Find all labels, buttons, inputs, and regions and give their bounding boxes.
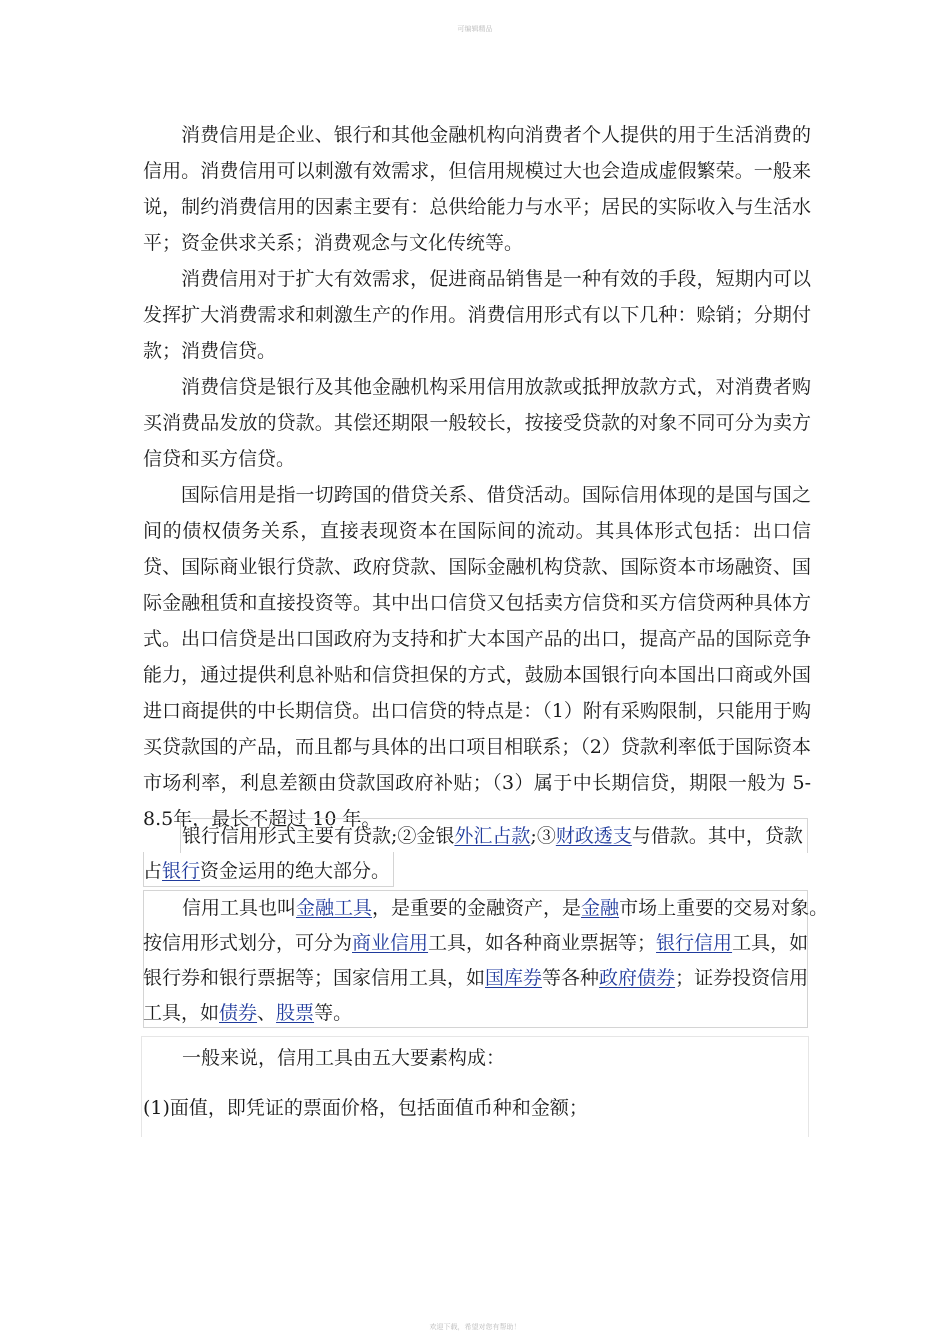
credit-tools-line-2 (143, 925, 808, 961)
page-header: 可编辑精品 (457, 25, 493, 33)
text-segment: 等。 (314, 1002, 353, 1024)
link-bank[interactable]: 银行 (162, 860, 201, 882)
text-segment: ;③ (530, 825, 556, 847)
page-footer: 欢迎下载，希望对您有帮助！ (429, 1323, 521, 1331)
link-stocks[interactable]: 股票 (276, 1002, 315, 1024)
link-commercial-credit[interactable]: 商业信用 (352, 932, 429, 954)
text-segment: 与借款。其中，贷款 (631, 825, 803, 847)
text-segment: 银行券和银行票据等；国家信用工具，如 (143, 967, 486, 989)
link-bonds[interactable]: 债券 (219, 1002, 258, 1024)
text-segment: 信用工具也叫 (182, 897, 297, 919)
link-financial-instruments[interactable]: 金融工具 (296, 897, 373, 919)
text-segment: 占 (143, 860, 163, 882)
link-finance[interactable]: 金融 (581, 897, 620, 919)
link-bank-credit[interactable]: 银行信用 (656, 932, 733, 954)
text-segment: 工具，如 (732, 932, 809, 954)
link-government-bonds[interactable]: 政府债券 (599, 967, 676, 989)
bank-credit-line-2 (143, 853, 390, 889)
text-segment: ，是重要的金融资产，是 (372, 897, 582, 919)
elements-item-1: (1)面值，即凭证的票面价格，包括面值币种和金额； (143, 1097, 588, 1119)
text-segment: 市场上重要的交易对象。 (619, 897, 829, 919)
text-segment: 、 (257, 1002, 277, 1024)
bank-credit-line-1 (182, 818, 803, 854)
text-segment: 工具，如各种商业票据等； (428, 932, 657, 954)
text-segment: 工具，如 (143, 1002, 220, 1024)
link-fiscal-overdraft[interactable]: 财政透支 (555, 825, 632, 847)
credit-tools-line-4 (143, 995, 352, 1031)
credit-tools-line-1 (182, 890, 828, 926)
paragraph-consumer-loans: 消费信贷是银行及其他金融机构采用信用放款或抵押放款方式，对消费者购买消费品发放的贷款。其偿还期限一般较长，按接受贷款的对象不同可分为卖方信贷和买方信贷。 (143, 376, 811, 470)
link-foreign-exchange-funds[interactable]: 外汇占款 (454, 825, 531, 847)
text-segment: 按信用形式划分，可分为 (143, 932, 353, 954)
paragraph-export-credit: 出口信贷是出口国政府为支持和扩大本国产品的出口，提高产品的国际竞争能力，通过提供利息补贴和信贷担保的方式，鼓励本国银行向本国出口商或外国进口商提供的中长期信贷。出口信贷的特点是：（1）附有采购限制，只能用于购买贷款国的产品，而且都与具体的出口项目相联系；（2）贷款利率低于国际资本市场利率，利息差额由贷款国政府补贴；（3）属于中长期信贷，期限一般为 5-8.5年，最长不超过 10 年。 (143, 628, 811, 830)
text-segment: ；证券投资信用 (675, 967, 809, 989)
paragraph-consumer-credit: 消费信用是企业、银行和其他金融机构向消费者个人提供的用于生活消费的信用。消费信用可以刺激有效需求，但信用规模过大也会造成虚假繁荣。一般来说，制约消费信用的因素主要有：总供给能力与水平；居民的实际收入与生活水平；资金供求关系；消费观念与文化传统等。 (143, 124, 811, 254)
paragraph-international-credit: 国际信用是指一切跨国的借贷关系、借贷活动。国际信用体现的是国与国之间的债权债务关系，直接表现资本在国际间的流动。其具体形式包括：出口信贷、国际商业银行贷款、政府贷款、国际金融机构贷款、国际资本市场融资、国际金融租赁和直接投资等。其中出口信贷又包括卖方信贷和买方信贷两种具体方式。 (143, 484, 811, 650)
paragraph-consumer-credit-forms: 消费信用对于扩大有效需求，促进商品销售是一种有效的手段，短期内可以发挥扩大消费需求和刺激生产的作用。消费信用形式有以下几种：赊销；分期付款；消费信贷。 (143, 268, 811, 362)
text-segment: 银行信用形式主要有贷款;②金银 (182, 825, 455, 847)
elements-intro: 一般来说，信用工具由五大要素构成： (182, 1047, 506, 1069)
text-segment: 资金运用的绝大部分。 (200, 860, 391, 882)
credit-tools-line-3 (143, 960, 808, 996)
link-treasury-bills[interactable]: 国库券 (485, 967, 543, 989)
text-segment: 等各种 (542, 967, 600, 989)
